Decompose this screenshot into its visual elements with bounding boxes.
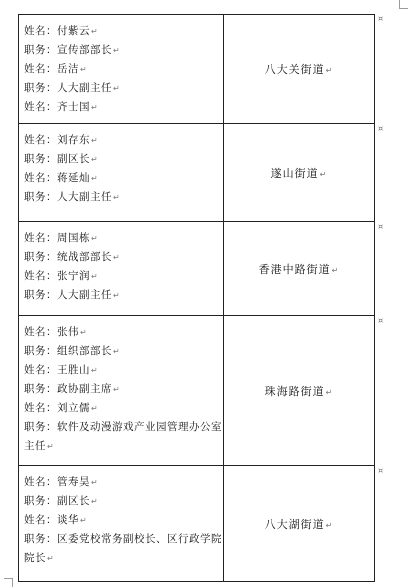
paragraph-mark: ↵: [91, 155, 99, 164]
paragraph-mark: ↵: [91, 478, 99, 487]
paragraph-mark: ↵: [113, 347, 121, 356]
paragraph-mark: ↵: [80, 516, 88, 525]
paragraph-mark: ↵: [91, 497, 99, 506]
list-item: 职务：副区长↵: [24, 495, 99, 507]
list-item: 姓名：管寿昊↵: [24, 476, 99, 488]
list-item: 职务：副区长↵: [24, 153, 99, 165]
street-cell: [224, 124, 375, 222]
names-cell: [19, 222, 224, 316]
list-item: 姓名：刘存东↵: [24, 134, 99, 146]
list-item: 职务：人大副主任↵: [24, 191, 121, 203]
list-item: 姓名：付紫云↵: [24, 25, 99, 37]
row-end-mark: ¤: [378, 466, 384, 475]
list-item: 姓名：张宁润↵: [24, 270, 99, 282]
table-row: [19, 15, 375, 124]
paragraph-mark: ↵: [91, 404, 99, 413]
list-item: 姓名：齐士国↵: [24, 101, 99, 113]
paragraph-mark: ↵: [80, 328, 88, 337]
street-name: 八大关街道: [264, 63, 325, 76]
assignment-table: [18, 14, 375, 582]
paragraph-mark: ↵: [91, 174, 99, 183]
list-item: 姓名：周国栋↵: [24, 232, 99, 244]
street-name: 香港中路街道: [258, 262, 331, 276]
list-item: 姓名：王胜山↵: [24, 364, 99, 376]
paragraph-mark: ↵: [113, 253, 121, 262]
list-item: 职务：软件及动漫游戏产业园管理办公室主任↵: [24, 421, 222, 452]
paragraph-mark: ↵: [91, 234, 99, 243]
list-item: 职务：人大副主任↵: [24, 289, 121, 301]
table-row: [19, 222, 375, 316]
table-row: [19, 466, 375, 582]
names-cell: [19, 15, 224, 124]
paragraph-mark: ↵: [91, 27, 99, 36]
paragraph-mark: ↵: [113, 46, 121, 55]
paragraph-mark: ↵: [113, 84, 121, 93]
list-item: 职务：宣传部部长↵: [24, 44, 121, 56]
list-item: 姓名：谈华↵: [24, 514, 88, 526]
row-end-mark: ¤: [378, 316, 384, 325]
paragraph-mark: ↵: [91, 272, 99, 281]
paragraph-mark: ↵: [325, 387, 334, 397]
street-cell: [224, 466, 375, 582]
paragraph-mark: ↵: [91, 366, 99, 375]
street-cell: [224, 15, 375, 124]
names-cell: [19, 316, 224, 466]
street-name: 遂山街道: [270, 166, 319, 180]
street-name: 珠海路街道: [264, 384, 325, 398]
paragraph-mark: ↵: [113, 193, 121, 202]
table-row: [19, 124, 375, 222]
paragraph-mark: ↵: [319, 169, 328, 179]
paragraph-mark: ↵: [325, 520, 334, 530]
list-item: 职务：统战部部长↵: [24, 251, 121, 263]
paragraph-mark: ↵: [325, 66, 334, 75]
street-cell: [224, 222, 375, 316]
row-end-mark: ¤: [378, 14, 384, 23]
list-item: 职务：政协副主席↵: [24, 383, 121, 395]
paragraph-mark: ↵: [91, 136, 99, 145]
list-item: 职务：人大副主任↵: [24, 82, 121, 94]
street-cell: [224, 316, 375, 466]
paragraph-mark: ↵: [47, 554, 55, 563]
table-row: [19, 316, 375, 466]
paragraph-mark: ↵: [47, 442, 55, 451]
street-name: 八大湖街道: [264, 517, 325, 531]
list-item: 姓名：蒋延灿↵: [24, 172, 99, 184]
crop-mark: [4, 578, 13, 587]
row-end-mark: ¤: [378, 222, 384, 231]
list-item: 姓名：刘立儒↵: [24, 402, 99, 414]
list-item: 职务：组织部部长↵: [24, 345, 121, 357]
paragraph-mark: ↵: [91, 103, 99, 112]
list-item: 姓名：岳洁↵: [24, 63, 88, 75]
list-item: 姓名：张伟↵: [24, 326, 88, 338]
names-cell: [19, 124, 224, 222]
paragraph-mark: ↵: [113, 385, 121, 394]
paragraph-mark: ↵: [113, 291, 121, 300]
list-item: 职务：区委党校常务副校长、区行政学院院长↵: [24, 533, 222, 564]
paragraph-mark: ↵: [331, 265, 340, 275]
crop-mark: [399, 0, 408, 9]
paragraph-mark: ↵: [80, 65, 88, 74]
row-end-mark: ¤: [378, 124, 384, 133]
names-cell: [19, 466, 224, 582]
